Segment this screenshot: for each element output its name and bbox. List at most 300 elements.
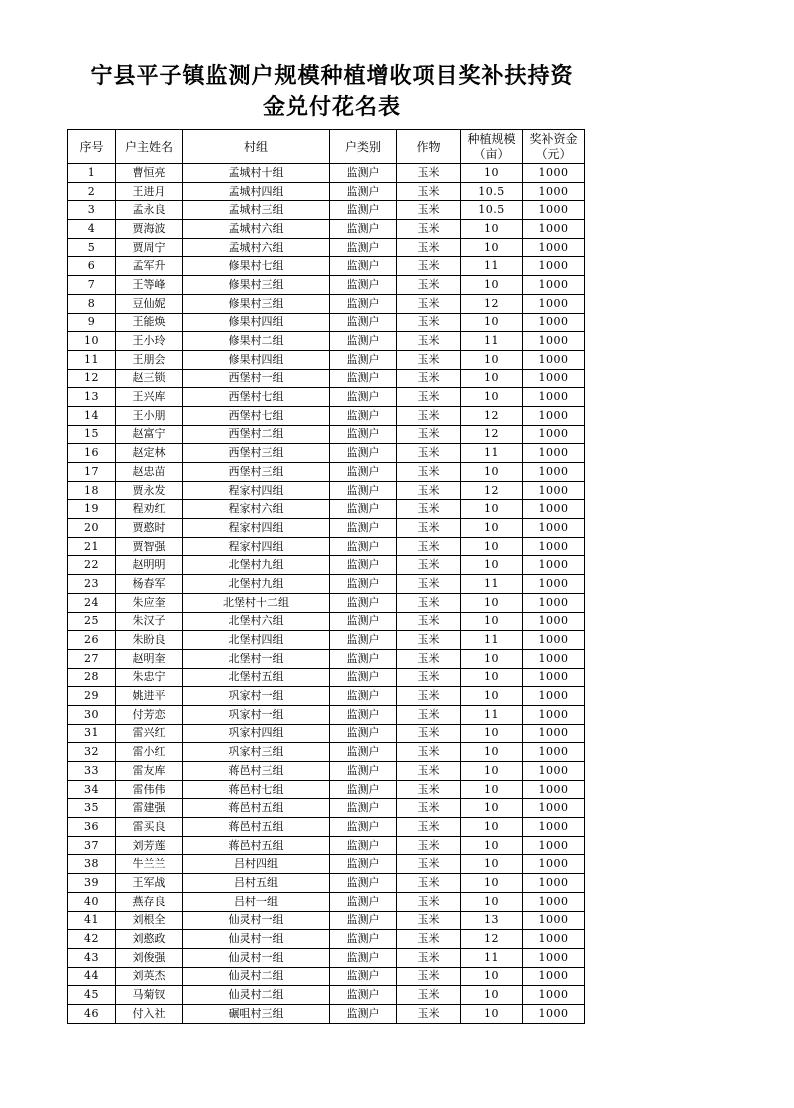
cell-amount: 1000 [523,556,585,575]
cell-crop: 玉米 [397,164,461,183]
cell-type: 监测户 [330,668,397,687]
cell-village: 修果村三组 [183,294,330,313]
table-row [68,575,585,594]
header-type: 户类别 [330,130,397,164]
cell-type: 监测户 [330,463,397,482]
cell-name: 朱忠宁 [116,668,183,687]
cell-seq: 43 [68,948,116,967]
table-row [68,444,585,463]
table-row [68,276,585,295]
cell-name: 王能焕 [116,313,183,332]
cell-type: 监测户 [330,743,397,762]
cell-name: 雷建强 [116,799,183,818]
cell-scale: 10 [461,313,523,332]
cell-amount: 1000 [523,762,585,781]
cell-village: 西堡村七组 [183,406,330,425]
cell-scale: 10 [461,986,523,1005]
cell-village: 修果村四组 [183,350,330,369]
cell-crop: 玉米 [397,388,461,407]
cell-seq: 7 [68,276,116,295]
cell-name: 王军战 [116,874,183,893]
cell-amount: 1000 [523,649,585,668]
cell-scale: 12 [461,930,523,949]
cell-name: 赵明奎 [116,649,183,668]
table-row [68,743,585,762]
cell-seq: 44 [68,967,116,986]
cell-amount: 1000 [523,892,585,911]
table-row [68,668,585,687]
cell-seq: 9 [68,313,116,332]
cell-village: 北堡村十二组 [183,593,330,612]
cell-amount: 1000 [523,593,585,612]
cell-scale: 10 [461,276,523,295]
cell-type: 监测户 [330,649,397,668]
cell-crop: 玉米 [397,687,461,706]
table-row [68,948,585,967]
cell-scale: 11 [461,575,523,594]
cell-amount: 1000 [523,1004,585,1023]
cell-crop: 玉米 [397,182,461,201]
cell-type: 监测户 [330,369,397,388]
cell-scale: 11 [461,705,523,724]
cell-scale: 10 [461,743,523,762]
cell-scale: 10 [461,519,523,538]
cell-scale: 13 [461,911,523,930]
cell-name: 刘根全 [116,911,183,930]
cell-type: 监测户 [330,612,397,631]
cell-crop: 玉米 [397,220,461,239]
table-row [68,836,585,855]
cell-village: 蒋邑村三组 [183,762,330,781]
cell-seq: 10 [68,332,116,351]
cell-type: 监测户 [330,220,397,239]
cell-type: 监测户 [330,313,397,332]
cell-type: 监测户 [330,519,397,538]
cell-name: 刘俊强 [116,948,183,967]
cell-village: 仙灵村二组 [183,986,330,1005]
cell-type: 监测户 [330,687,397,706]
header-amount-line1: 奖补资金 [529,131,578,146]
cell-crop: 玉米 [397,257,461,276]
cell-crop: 玉米 [397,575,461,594]
cell-scale: 12 [461,481,523,500]
cell-scale: 10.5 [461,201,523,220]
header-village: 村组 [183,130,330,164]
cell-type: 监测户 [330,575,397,594]
cell-scale: 10 [461,892,523,911]
cell-type: 监测户 [330,799,397,818]
cell-scale: 10 [461,1004,523,1023]
cell-type: 监测户 [330,257,397,276]
table-row [68,818,585,837]
cell-amount: 1000 [523,687,585,706]
cell-seq: 33 [68,762,116,781]
cell-village: 蒋邑村五组 [183,818,330,837]
cell-amount: 1000 [523,743,585,762]
cell-village: 西堡村七组 [183,388,330,407]
cell-name: 朱汉子 [116,612,183,631]
cell-village: 修果村七组 [183,257,330,276]
cell-crop: 玉米 [397,762,461,781]
cell-type: 监测户 [330,762,397,781]
cell-type: 监测户 [330,818,397,837]
cell-scale: 10 [461,724,523,743]
table-row [68,500,585,519]
cell-seq: 17 [68,463,116,482]
cell-type: 监测户 [330,836,397,855]
subsidy-table [67,129,585,1024]
cell-type: 监测户 [330,874,397,893]
cell-name: 朱应奎 [116,593,183,612]
header-amount-line2: （元） [535,146,572,161]
cell-crop: 玉米 [397,500,461,519]
cell-seq: 29 [68,687,116,706]
cell-amount: 1000 [523,724,585,743]
cell-type: 监测户 [330,444,397,463]
cell-type: 监测户 [330,1004,397,1023]
cell-crop: 玉米 [397,874,461,893]
table-row [68,649,585,668]
cell-scale: 10 [461,350,523,369]
cell-name: 牛兰兰 [116,855,183,874]
cell-crop: 玉米 [397,556,461,575]
table-row [68,724,585,743]
cell-scale: 11 [461,631,523,650]
cell-type: 监测户 [330,967,397,986]
cell-name: 姚进平 [116,687,183,706]
header-scale-line2: （亩） [473,146,510,161]
cell-scale: 10 [461,649,523,668]
cell-seq: 1 [68,164,116,183]
cell-crop: 玉米 [397,593,461,612]
cell-crop: 玉米 [397,369,461,388]
cell-amount: 1000 [523,425,585,444]
cell-amount: 1000 [523,799,585,818]
cell-name: 付入社 [116,1004,183,1023]
cell-seq: 3 [68,201,116,220]
cell-village: 仙灵村一组 [183,948,330,967]
table-row [68,519,585,538]
cell-crop: 玉米 [397,818,461,837]
cell-seq: 4 [68,220,116,239]
table-header-row [68,130,585,164]
cell-crop: 玉米 [397,313,461,332]
cell-type: 监测户 [330,537,397,556]
cell-village: 修果村二组 [183,332,330,351]
table-row [68,294,585,313]
cell-scale: 10 [461,238,523,257]
cell-type: 监测户 [330,556,397,575]
cell-village: 蒋邑村七组 [183,780,330,799]
cell-amount: 1000 [523,930,585,949]
header-crop: 作物 [397,130,461,164]
cell-seq: 2 [68,182,116,201]
cell-amount: 1000 [523,986,585,1005]
cell-scale: 10 [461,612,523,631]
header-amount [523,130,585,164]
cell-type: 监测户 [330,705,397,724]
cell-amount: 1000 [523,874,585,893]
cell-scale: 12 [461,425,523,444]
cell-village: 蒋邑村五组 [183,799,330,818]
cell-scale: 10 [461,463,523,482]
table-row [68,612,585,631]
cell-type: 监测户 [330,182,397,201]
cell-crop: 玉米 [397,930,461,949]
cell-type: 监测户 [330,164,397,183]
table-row [68,911,585,930]
cell-seq: 25 [68,612,116,631]
cell-village: 巩家村一组 [183,687,330,706]
cell-amount: 1000 [523,220,585,239]
cell-crop: 玉米 [397,799,461,818]
cell-name: 贾憨时 [116,519,183,538]
cell-seq: 16 [68,444,116,463]
cell-name: 王小朋 [116,406,183,425]
cell-village: 北堡村九组 [183,575,330,594]
table-row [68,388,585,407]
cell-name: 杨春军 [116,575,183,594]
cell-type: 监测户 [330,930,397,949]
cell-village: 孟城村六组 [183,220,330,239]
table-row [68,350,585,369]
table-body [68,164,585,1024]
cell-name: 雷小红 [116,743,183,762]
cell-type: 监测户 [330,500,397,519]
cell-scale: 10.5 [461,182,523,201]
cell-scale: 12 [461,294,523,313]
cell-crop: 玉米 [397,836,461,855]
cell-name: 王进月 [116,182,183,201]
cell-crop: 玉米 [397,649,461,668]
cell-name: 雷友库 [116,762,183,781]
cell-type: 监测户 [330,350,397,369]
cell-scale: 10 [461,556,523,575]
cell-amount: 1000 [523,164,585,183]
cell-village: 碾咀村三组 [183,1004,330,1023]
cell-scale: 11 [461,444,523,463]
cell-village: 程家村四组 [183,537,330,556]
cell-crop: 玉米 [397,780,461,799]
cell-seq: 6 [68,257,116,276]
cell-scale: 11 [461,332,523,351]
cell-scale: 10 [461,818,523,837]
cell-crop: 玉米 [397,519,461,538]
cell-name: 朱盼良 [116,631,183,650]
cell-amount: 1000 [523,780,585,799]
cell-crop: 玉米 [397,668,461,687]
cell-crop: 玉米 [397,294,461,313]
cell-seq: 37 [68,836,116,855]
cell-name: 赵明明 [116,556,183,575]
cell-name: 王兴库 [116,388,183,407]
table-row [68,556,585,575]
cell-name: 王小玲 [116,332,183,351]
cell-village: 北堡村四组 [183,631,330,650]
cell-type: 监测户 [330,986,397,1005]
cell-village: 吕村一组 [183,892,330,911]
cell-seq: 39 [68,874,116,893]
cell-crop: 玉米 [397,537,461,556]
cell-name: 贾周宁 [116,238,183,257]
cell-name: 雷买良 [116,818,183,837]
table-row [68,425,585,444]
table-row [68,257,585,276]
table-row [68,164,585,183]
cell-amount: 1000 [523,967,585,986]
cell-amount: 1000 [523,350,585,369]
cell-seq: 30 [68,705,116,724]
cell-amount: 1000 [523,238,585,257]
table-row [68,537,585,556]
table-row [68,220,585,239]
cell-name: 赵忠苗 [116,463,183,482]
table-row [68,369,585,388]
cell-type: 监测户 [330,593,397,612]
cell-village: 北堡村五组 [183,668,330,687]
cell-scale: 10 [461,537,523,556]
cell-amount: 1000 [523,182,585,201]
cell-name: 刘英杰 [116,967,183,986]
cell-amount: 1000 [523,294,585,313]
cell-name: 程劝红 [116,500,183,519]
cell-village: 程家村四组 [183,481,330,500]
cell-amount: 1000 [523,276,585,295]
cell-name: 赵富宁 [116,425,183,444]
cell-seq: 45 [68,986,116,1005]
cell-name: 王等峰 [116,276,183,295]
cell-village: 北堡村九组 [183,556,330,575]
cell-name: 雷兴红 [116,724,183,743]
cell-seq: 11 [68,350,116,369]
cell-type: 监测户 [330,724,397,743]
cell-amount: 1000 [523,575,585,594]
cell-village: 孟城村十组 [183,164,330,183]
cell-seq: 19 [68,500,116,519]
cell-seq: 40 [68,892,116,911]
table-row [68,967,585,986]
cell-village: 仙灵村一组 [183,930,330,949]
cell-crop: 玉米 [397,612,461,631]
table-row [68,201,585,220]
cell-crop: 玉米 [397,1004,461,1023]
cell-amount: 1000 [523,519,585,538]
table-row [68,332,585,351]
cell-village: 孟城村三组 [183,201,330,220]
cell-name: 雷伟伟 [116,780,183,799]
cell-amount: 1000 [523,612,585,631]
cell-village: 吕村四组 [183,855,330,874]
cell-scale: 10 [461,967,523,986]
cell-scale: 10 [461,855,523,874]
table-row [68,799,585,818]
cell-seq: 15 [68,425,116,444]
cell-crop: 玉米 [397,705,461,724]
cell-scale: 10 [461,500,523,519]
table-row [68,687,585,706]
cell-name: 孟永良 [116,201,183,220]
cell-seq: 20 [68,519,116,538]
cell-seq: 46 [68,1004,116,1023]
cell-type: 监测户 [330,276,397,295]
cell-scale: 10 [461,762,523,781]
cell-scale: 12 [461,406,523,425]
cell-amount: 1000 [523,818,585,837]
header-name: 户主姓名 [116,130,183,164]
table-row [68,762,585,781]
cell-village: 孟城村六组 [183,238,330,257]
cell-seq: 8 [68,294,116,313]
cell-type: 监测户 [330,855,397,874]
cell-crop: 玉米 [397,855,461,874]
cell-crop: 玉米 [397,201,461,220]
cell-type: 监测户 [330,892,397,911]
cell-scale: 10 [461,687,523,706]
cell-village: 孟城村四组 [183,182,330,201]
cell-amount: 1000 [523,500,585,519]
cell-crop: 玉米 [397,892,461,911]
cell-crop: 玉米 [397,967,461,986]
cell-scale: 10 [461,388,523,407]
cell-seq: 22 [68,556,116,575]
cell-crop: 玉米 [397,406,461,425]
cell-name: 孟军升 [116,257,183,276]
cell-crop: 玉米 [397,444,461,463]
cell-type: 监测户 [330,481,397,500]
cell-name: 贾海波 [116,220,183,239]
cell-name: 曹恒亮 [116,164,183,183]
table-row [68,705,585,724]
cell-type: 监测户 [330,425,397,444]
cell-seq: 32 [68,743,116,762]
cell-amount: 1000 [523,444,585,463]
table-row [68,463,585,482]
cell-name: 贾永发 [116,481,183,500]
cell-village: 程家村四组 [183,519,330,538]
cell-crop: 玉米 [397,911,461,930]
cell-amount: 1000 [523,855,585,874]
cell-crop: 玉米 [397,481,461,500]
cell-scale: 10 [461,874,523,893]
cell-name: 王朋会 [116,350,183,369]
cell-type: 监测户 [330,388,397,407]
cell-seq: 41 [68,911,116,930]
table-row [68,874,585,893]
cell-seq: 35 [68,799,116,818]
cell-amount: 1000 [523,911,585,930]
cell-village: 西堡村二组 [183,425,330,444]
cell-crop: 玉米 [397,724,461,743]
cell-type: 监测户 [330,406,397,425]
cell-seq: 31 [68,724,116,743]
cell-seq: 38 [68,855,116,874]
cell-seq: 18 [68,481,116,500]
table-row [68,631,585,650]
table-row [68,892,585,911]
cell-name: 刘憨政 [116,930,183,949]
cell-amount: 1000 [523,463,585,482]
cell-crop: 玉米 [397,986,461,1005]
cell-scale: 10 [461,780,523,799]
cell-crop: 玉米 [397,276,461,295]
table-row [68,855,585,874]
cell-scale: 11 [461,257,523,276]
cell-village: 北堡村六组 [183,612,330,631]
cell-name: 豆仙妮 [116,294,183,313]
cell-amount: 1000 [523,313,585,332]
cell-seq: 5 [68,238,116,257]
cell-type: 监测户 [330,780,397,799]
